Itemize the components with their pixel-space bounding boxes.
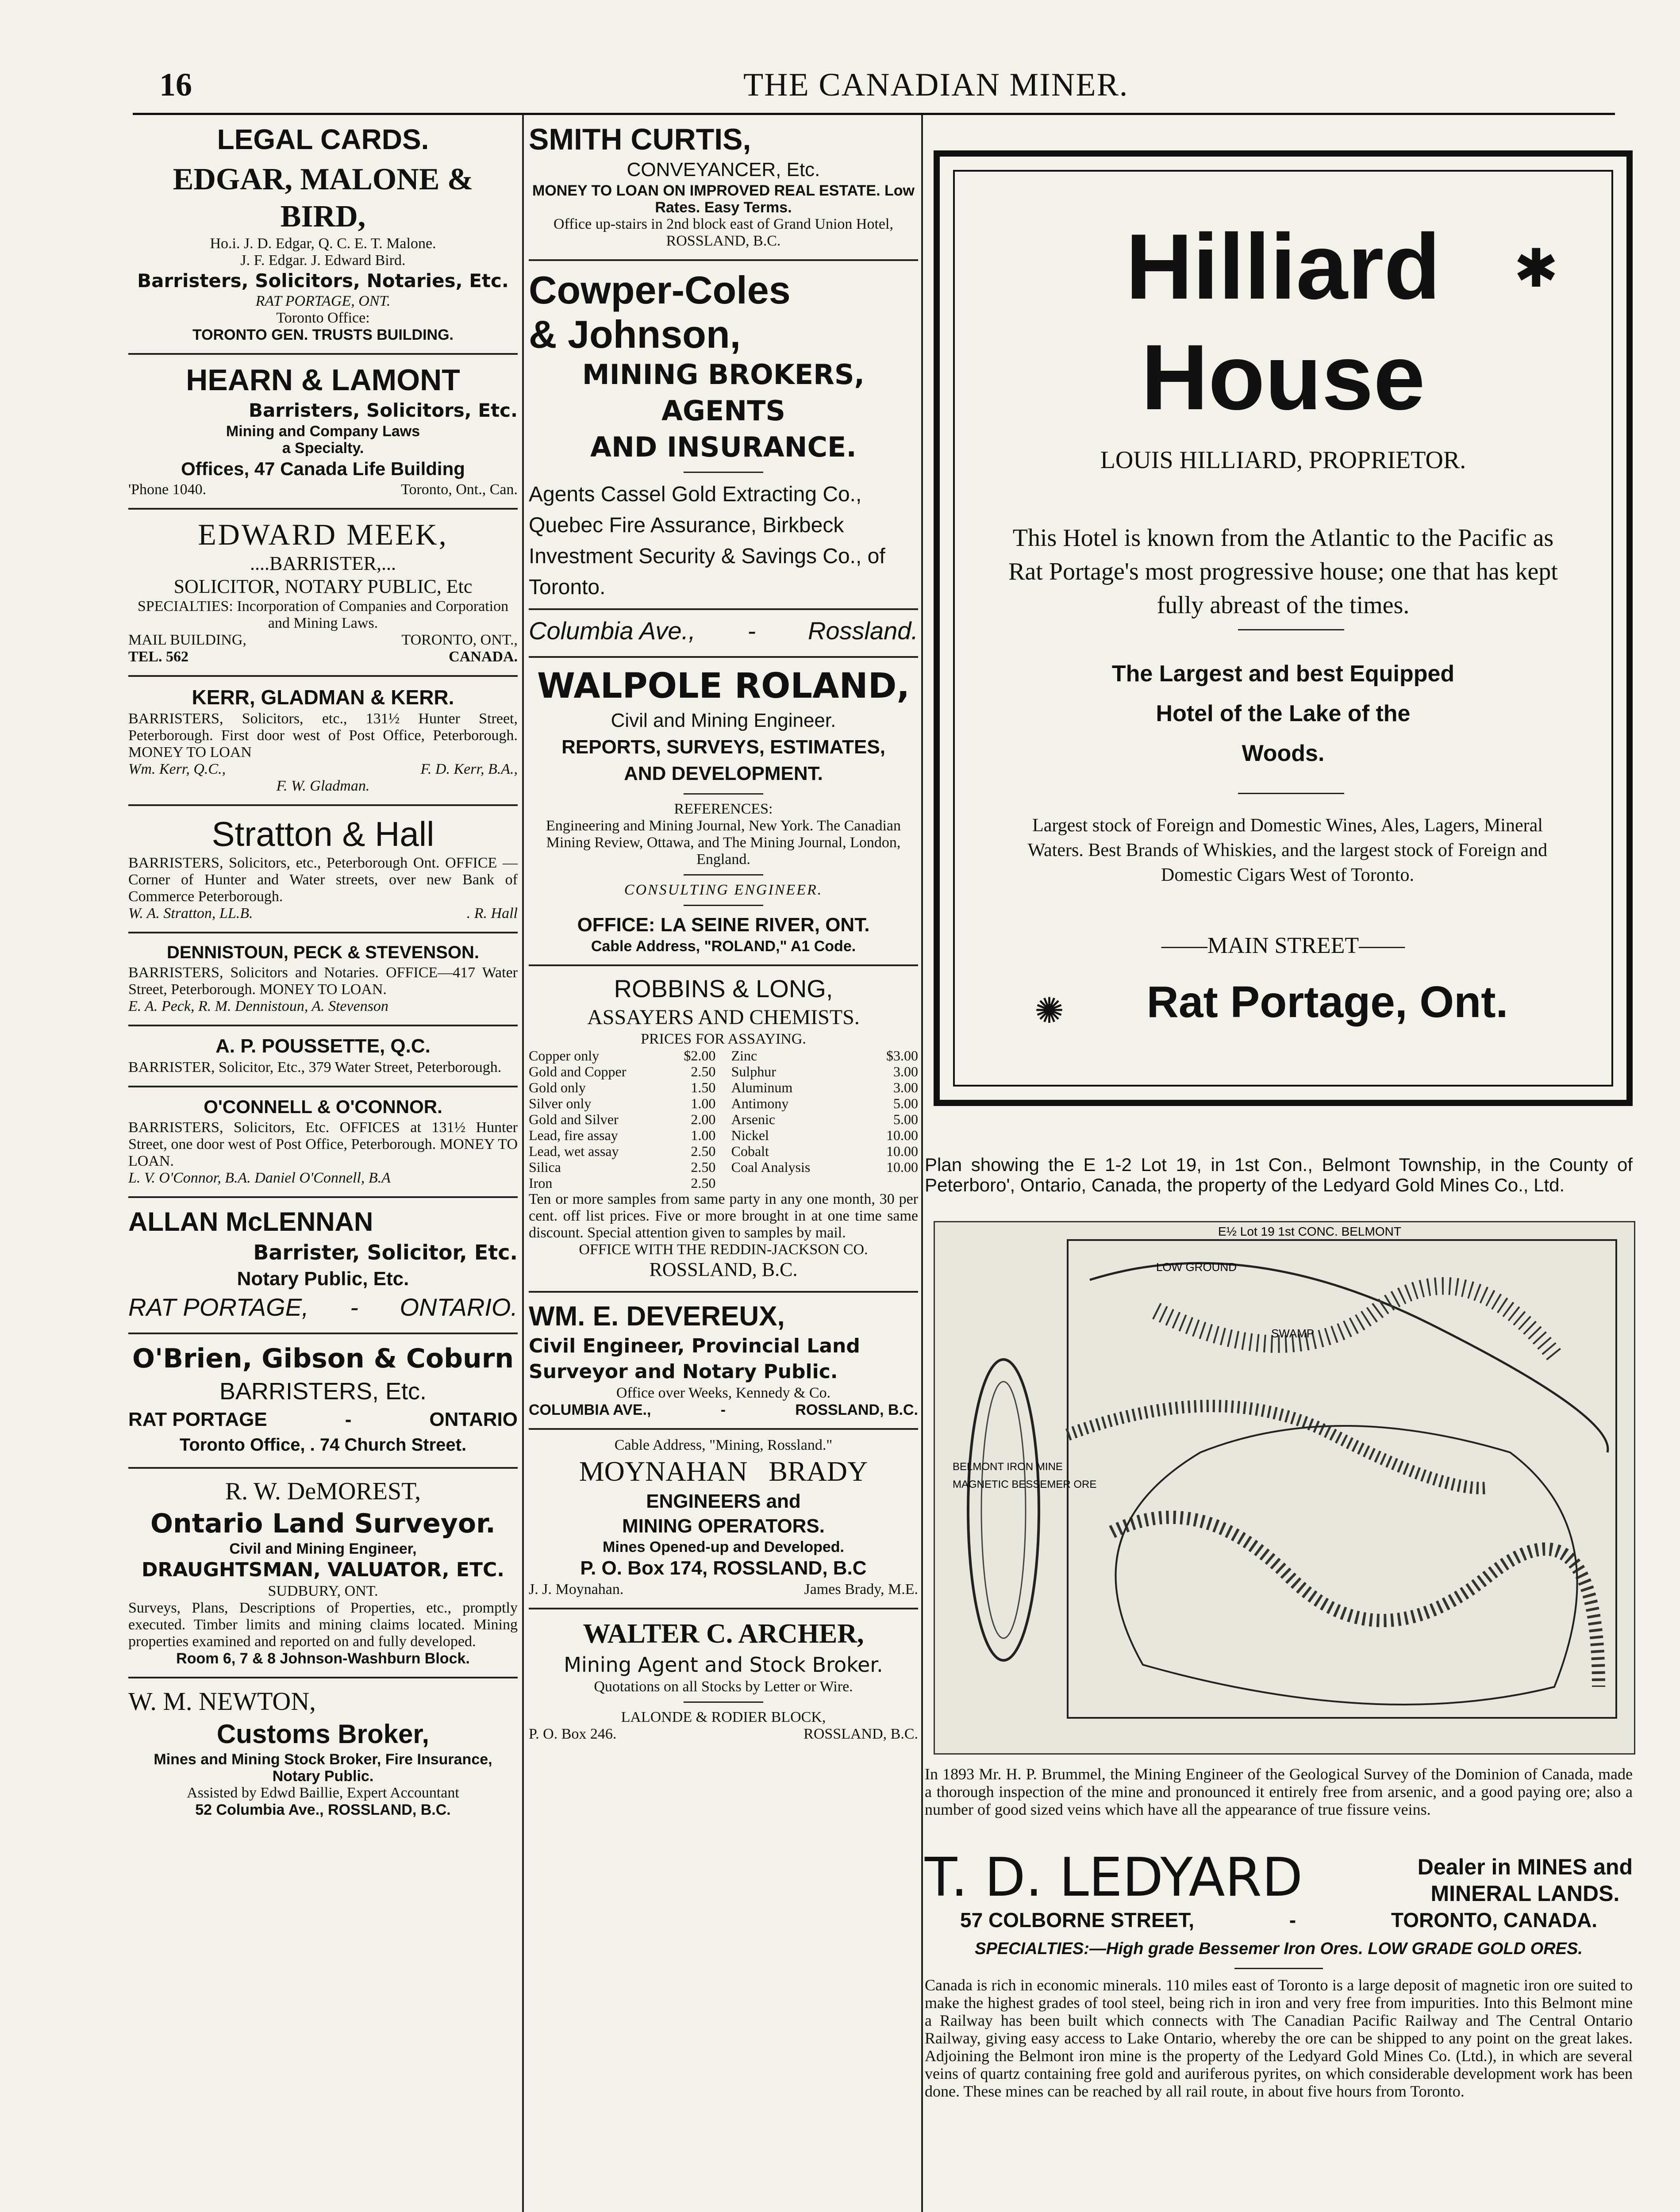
- brummel-note: In 1893 Mr. H. P. Brummel, the Mining Engineer of the Geological Survey of the Dominion of Canada, made a thorough inspection of the mine and pronounced it entirely free from arsenic, and a good paying ore; also a number of good sized veins which have all the appearance of true fissure veins.: [925, 1765, 1633, 1818]
- price-row: [529, 1095, 715, 1111]
- ad-line: Barrister, Solicitor, Etc.: [253, 1240, 518, 1264]
- feature-line: The Largest and best Equipped: [1111, 661, 1455, 687]
- short-rule: [1234, 1968, 1323, 1969]
- ad-line: Customs Broker,: [216, 1719, 430, 1749]
- ad-moynahan-brady: [529, 1435, 918, 1602]
- ad-line: COLUMBIA AVE.,: [529, 1402, 651, 1418]
- price-row: [529, 1127, 715, 1143]
- ad-walter-archer: [529, 1615, 918, 1747]
- ad-name: WALPOLE ROLAND,: [537, 666, 910, 706]
- price-item: Iron: [529, 1175, 553, 1191]
- ad-line: Civil and Mining Engineer.: [611, 710, 836, 731]
- price-item: Cobalt: [731, 1143, 769, 1159]
- ad-robbins-long: [529, 972, 918, 1286]
- short-rule: [684, 793, 763, 795]
- ad-name: DENNISTOUN, PECK & STEVENSON.: [166, 943, 480, 962]
- ad-line: Ho.i. J. D. Edgar, Q. C. E. T. Malone.: [210, 235, 436, 252]
- ad-name: ALLAN McLENNAN: [128, 1207, 373, 1237]
- price-value: 3.00: [893, 1064, 918, 1079]
- price-value: 1.50: [691, 1079, 716, 1095]
- price-item: Nickel: [731, 1127, 769, 1143]
- proprietor: LOUIS HILLIARD, PROPRIETOR.: [1100, 446, 1466, 474]
- ad-name: WM. E. DEVEREUX,: [529, 1301, 785, 1332]
- price-value: 2.00: [691, 1111, 716, 1127]
- ad-name: SMITH CURTIS,: [529, 123, 751, 156]
- ad-line: AND INSURANCE.: [590, 431, 857, 463]
- ad-line: CONSULTING ENGINEER.: [624, 882, 823, 898]
- ad-hearn-lamont: [128, 360, 518, 503]
- ad-text: BARRISTERS, Solicitors and Notaries. OFFICE—417 Water Street, Peterborough. MONEY TO LOAN.: [128, 964, 518, 998]
- page-header: [159, 62, 1633, 111]
- ad-line: E. A. Peck, R. M. Dennistoun, A. Stevenson: [128, 998, 388, 1014]
- short-rule: [684, 1701, 763, 1703]
- ore-ridge: [1112, 1517, 1599, 1687]
- ad-smith-curtis: [529, 119, 918, 254]
- separator: [128, 1467, 518, 1469]
- map-label: E½ Lot 19 1st CONC. BELMONT: [1218, 1225, 1401, 1238]
- separator: [128, 1025, 518, 1026]
- separator: [128, 353, 518, 355]
- price-row: [529, 1175, 715, 1191]
- price-value: 2.50: [691, 1143, 716, 1159]
- separator: [529, 1608, 918, 1609]
- price-row: [529, 1143, 715, 1159]
- price-item: Coal Analysis: [731, 1159, 811, 1175]
- price-row: [529, 1079, 715, 1095]
- separator: [529, 259, 918, 261]
- ad-hilliard-house: [934, 150, 1633, 1106]
- price-item: Gold and Copper: [529, 1064, 627, 1079]
- ad-allan-mclennan: [128, 1203, 518, 1327]
- ad-line: ROSSLAND, B.C.: [795, 1402, 918, 1418]
- ad-line: SOLICITOR, NOTARY PUBLIC, Etc: [173, 576, 473, 597]
- ad-name: R. W. DeMOREST,: [225, 1478, 421, 1505]
- rosette-ornament-icon: ✺: [1034, 992, 1065, 1031]
- ad-name: & Johnson,: [529, 312, 741, 356]
- price-value: 1.00: [691, 1095, 716, 1111]
- ad-line: REFERENCES:: [674, 801, 773, 817]
- ad-text: Agents Cassel Gold Extracting Co., Quebec Fire Assurance, Birkbeck Investment Security & Savings Co., of Toronto.: [529, 483, 885, 599]
- dealer-block: [1418, 1854, 1633, 1907]
- price-value: 3.00: [893, 1079, 918, 1095]
- ad-line: SPECIALTIES: Incorporation of Companies and Corporation and Mining Laws.: [137, 598, 509, 631]
- ad-line: 57 COLBORNE STREET,: [960, 1909, 1195, 1932]
- ad-walpole-roland: [529, 663, 918, 959]
- ad-line: LALONDE & RODIER BLOCK,: [621, 1709, 826, 1725]
- price-value: 2.50: [691, 1064, 716, 1079]
- ad-line: MINERAL LANDS.: [1430, 1881, 1620, 1906]
- ad-line: Ontario Land Surveyor.: [150, 1508, 496, 1539]
- railway-line: [1090, 1263, 1608, 1452]
- ad-line: Toronto Office:: [276, 310, 370, 326]
- ad-name: A. P. POUSSETTE, Q.C.: [215, 1035, 431, 1057]
- ad-line: Assisted by Edwd Baillie, Expert Accountant: [187, 1785, 459, 1801]
- short-rule: [1238, 793, 1344, 794]
- ad-stratton-hall: [128, 811, 518, 926]
- ad-line: a Specialty.: [282, 440, 364, 457]
- ad-city: Toronto, Ont., Can.: [401, 481, 518, 498]
- price-item: Aluminum: [731, 1079, 793, 1095]
- ad-text: Canada is rich in economic minerals. 110 miles east of Toronto is a large deposit of magnetic iron ore suited to make the highest grades of tool steel, being rich in iron and very free from impurities. Into this Belmont mine a Railway has been built which connects with The Canadian Pacific Railway and The Central Ontario Railway, giving easy access to Lake Ontario, whereby the ore can be shipped to any point on the great lakes. Adjoining the Belmont iron mine is the property of the Ledyard Gold Mines Co. (Ltd.), in which are several veins of quartz containing free gold and auriferous pyrites, on which considerable development work has been done. These mines can be reached by all rail route, in about five hours from Toronto.: [925, 1976, 1633, 2100]
- price-value: 2.50: [691, 1175, 716, 1191]
- ad-line: Mines Opened-up and Developed.: [603, 1539, 844, 1555]
- ad-obrien-gibson-coburn: [128, 1340, 518, 1462]
- price-list-right: [731, 1048, 918, 1191]
- ad-line: J. F. Edgar. J. Edward Bird.: [240, 252, 406, 269]
- map-caption: Plan showing the E 1-2 Lot 19, in 1st Con., Belmont Township, in the County of Peterboro', Ontario, Canada, the property of the Ledyard Gold Mines Co., Ltd.: [925, 1154, 1633, 1195]
- ad-line: Civil and Mining Engineer,: [229, 1540, 417, 1557]
- ad-line: -: [747, 617, 756, 645]
- ad-line: DRAUGHTSMAN, VALUATOR, ETC.: [142, 1559, 504, 1581]
- hotel-town: Rat Portage, Ont.: [1146, 977, 1508, 1027]
- feature-line: Woods.: [1242, 741, 1325, 766]
- price-row: [731, 1095, 918, 1111]
- ad-line: -: [350, 1293, 358, 1321]
- ad-text: Surveys, Plans, Descriptions of Properties, etc., promptly executed. Timber limits and mining claims located. Mining properties examined and reported on and fully developed.: [128, 1600, 518, 1650]
- ad-line: . R. Hall: [466, 905, 518, 922]
- ad-line: BARRISTERS, Etc.: [219, 1378, 427, 1405]
- separator: [529, 656, 918, 658]
- ad-name: T. D. LEDYARD: [925, 1847, 1303, 1909]
- ad-line: P. O. Box 246.: [529, 1726, 617, 1742]
- ad-line: Cable Address, "Mining, Rossland.": [614, 1437, 833, 1453]
- separator: [529, 608, 918, 610]
- ad-name: MOYNAHAN BRADY: [579, 1455, 868, 1487]
- ad-line: F. W. Gladman.: [276, 778, 370, 794]
- price-table: [529, 1048, 918, 1191]
- ledyard-property-map: [934, 1221, 1635, 1755]
- separator: [529, 1428, 918, 1430]
- price-row: [731, 1159, 918, 1175]
- ad-edward-meek: [128, 515, 518, 670]
- price-row: [731, 1111, 918, 1127]
- ad-name: W. M. NEWTON,: [128, 1687, 316, 1716]
- ad-line: TEL. 562: [128, 649, 189, 665]
- price-row: [529, 1064, 715, 1079]
- ad-line: Offices, 47 Canada Life Building: [181, 458, 465, 479]
- ad-demorest: [128, 1474, 518, 1671]
- price-item: Silver only: [529, 1095, 592, 1111]
- ad-line: Mining and Company Laws: [226, 423, 420, 440]
- ad-line: CANADA.: [449, 649, 518, 665]
- ad-devereux: [529, 1298, 918, 1423]
- short-rule: [1238, 629, 1344, 630]
- short-rule: [684, 472, 763, 473]
- separator: [128, 1677, 518, 1678]
- separator: [128, 1086, 518, 1087]
- ad-line: SUDBURY, ONT.: [268, 1583, 378, 1599]
- price-row: [731, 1127, 918, 1143]
- ad-poussette: [128, 1032, 518, 1080]
- ad-line: Columbia Ave.,: [529, 617, 696, 645]
- iron-mine-outline: [968, 1359, 1039, 1660]
- price-value: 10.00: [886, 1159, 918, 1175]
- ad-line: ....BARRISTER,...: [250, 553, 396, 574]
- ridge: [1068, 1406, 1488, 1488]
- ad-name: Stratton & Hall: [211, 814, 434, 853]
- hotel-title-line1: Hilliard: [1126, 215, 1441, 319]
- ad-newton: [128, 1684, 518, 1823]
- price-item: Sulphur: [731, 1064, 776, 1079]
- column-divider-1: [522, 115, 524, 2212]
- map-label: BELMONT IRON MINE: [953, 1461, 1063, 1473]
- price-item: Copper only: [529, 1048, 600, 1064]
- ad-line: Mines and Mining Stock Broker, Fire Insurance, Notary Public.: [154, 1751, 492, 1785]
- price-item: Lead, fire assay: [529, 1127, 618, 1143]
- price-item: Arsenic: [731, 1111, 776, 1127]
- publication-title: THE CANADIAN MINER.: [743, 67, 1129, 103]
- ads-column-2: [529, 119, 918, 1747]
- ad-line: MAIL BUILDING,: [128, 632, 246, 648]
- ad-name: EDGAR, MALONE & BIRD,: [173, 162, 473, 234]
- section-title: LEGAL CARDS.: [217, 123, 429, 155]
- hotel-stock: Largest stock of Foreign and Domestic Wines, Ales, Lagers, Mineral Waters. Best Brands of Whiskies, and the largest stock of Foreign and Domestic Cigars West of Toronto.: [1027, 815, 1548, 885]
- price-value: 1.00: [691, 1127, 716, 1143]
- ad-name: KERR, GLADMAN & KERR.: [192, 686, 454, 709]
- ad-line: James Brady, M.E.: [804, 1581, 918, 1598]
- road-loop: [1116, 1426, 1577, 1705]
- ad-cowper-coles-johnson: [529, 266, 918, 651]
- price-item: Silica: [529, 1159, 561, 1175]
- price-item: Zinc: [731, 1048, 757, 1064]
- ad-line: ROSSLAND, B.C.: [803, 1726, 918, 1742]
- ad-line: ONTARIO.: [400, 1293, 518, 1321]
- price-row: [529, 1048, 715, 1064]
- ad-line: -: [345, 1409, 352, 1430]
- price-item: Antimony: [731, 1095, 789, 1111]
- price-value: $2.00: [684, 1048, 716, 1064]
- legal-cards-column: [128, 119, 518, 1823]
- ad-text: BARRISTERS, Solicitors, etc., Peterborough Ont. OFFICE — Corner of Hunter and Water streets, over new Bank of Commerce Peterborough.: [128, 855, 518, 905]
- ad-text: Ten or more samples from same party in any one month, 30 per cent. off list prices. Five or more brought in at one time same discount. Special attention given to samples by mail.: [529, 1191, 918, 1241]
- ad-line: ROSSLAND, B.C.: [649, 1259, 798, 1280]
- ad-line: TORONTO, ONT.,: [401, 632, 518, 648]
- separator: [529, 964, 918, 966]
- ad-line: ONTARIO: [429, 1409, 518, 1430]
- short-rule: [684, 874, 763, 876]
- ad-dennistoun: [128, 939, 518, 1019]
- ad-line: MINING OPERATORS.: [622, 1515, 825, 1537]
- ad-line: 52 Columbia Ave., ROSSLAND, B.C.: [195, 1801, 451, 1818]
- ad-name: O'Brien, Gibson & Coburn: [132, 1343, 514, 1374]
- separator: [128, 804, 518, 806]
- ad-line: RAT PORTAGE: [128, 1409, 267, 1430]
- star-ornament-icon: ✱: [1514, 239, 1558, 298]
- ad-line: -: [720, 1402, 726, 1418]
- ad-text: Engineering and Mining Journal, New York. The Canadian Mining Review, Ottawa, and The Mining Journal, London, England.: [546, 818, 901, 868]
- ad-name: EDWARD MEEK,: [198, 518, 448, 551]
- separator: [128, 675, 518, 677]
- ad-line: W. A. Stratton, LL.B.: [128, 905, 253, 922]
- ridge: [1156, 1286, 1554, 1355]
- ad-name: O'CONNELL & O'CONNOR.: [204, 1096, 442, 1117]
- ad-line: SPECIALTIES:—High grade Bessemer Iron Ores. LOW GRADE GOLD ORES.: [975, 1939, 1583, 1958]
- ad-name: WALTER C. ARCHER,: [583, 1619, 864, 1649]
- ad-edgar-malone-bird: [128, 159, 518, 348]
- ad-text: BARRISTER, Solicitor, Etc., 379 Water Street, Peterborough.: [128, 1059, 502, 1075]
- ad-line: Room 6, 7 & 8 Johnson-Washburn Block.: [176, 1650, 470, 1667]
- price-row: [529, 1159, 715, 1175]
- ad-line: MONEY TO LOAN ON IMPROVED REAL ESTATE. Low Rates. Easy Terms.: [532, 182, 915, 216]
- ad-line: Cable Address, "ROLAND," A1 Code.: [591, 938, 856, 955]
- separator: [128, 1333, 518, 1334]
- ad-line: ENGINEERS and: [646, 1490, 801, 1512]
- price-row: [731, 1079, 918, 1095]
- map-label: SWAMP: [1271, 1327, 1315, 1340]
- price-row: [529, 1111, 715, 1127]
- short-rule: [684, 905, 763, 906]
- ad-line: L. V. O'Connor, B.A. Daniel O'Connell, B.A: [128, 1170, 391, 1186]
- separator: [128, 508, 518, 510]
- price-value: 5.00: [893, 1111, 918, 1127]
- ad-line: F. D. Kerr, B.A.,: [420, 761, 518, 777]
- ad-line: Barristers, Solicitors, Notaries, Etc.: [137, 270, 509, 292]
- price-value: 10.00: [886, 1143, 918, 1159]
- ad-line: TORONTO, CANADA.: [1391, 1909, 1597, 1932]
- separator: [529, 1291, 918, 1293]
- ad-line: ASSAYERS AND CHEMISTS.: [587, 1006, 860, 1029]
- price-item: Gold only: [529, 1079, 586, 1095]
- ad-line: Civil Engineer, Provincial Land Surveyor and Notary Public.: [529, 1335, 860, 1383]
- ad-line: TORONTO GEN. TRUSTS BUILDING.: [192, 326, 454, 343]
- price-item: Lead, wet assay: [529, 1143, 619, 1159]
- ad-line: OFFICE: LA SEINE RIVER, ONT.: [577, 914, 870, 936]
- separator: [128, 932, 518, 933]
- ad-line: PRICES FOR ASSAYING.: [641, 1031, 806, 1047]
- ad-line: Wm. Kerr, Q.C.,: [128, 761, 226, 777]
- ad-line: Notary Public, Etc.: [237, 1268, 409, 1290]
- map-drawing: [935, 1222, 1634, 1753]
- price-row: [731, 1048, 918, 1064]
- ad-line: CONVEYANCER, Etc.: [627, 159, 820, 180]
- map-label: MAGNETIC BESSEMER ORE: [953, 1479, 1097, 1490]
- header-rule: [133, 113, 1615, 115]
- page-number: 16: [159, 67, 192, 103]
- price-list-left: [529, 1048, 715, 1191]
- hotel-description: This Hotel is known from the Atlantic to the Pacific as Rat Portage's most progressive house; one that has kept fully abreast of the times.: [1008, 524, 1558, 619]
- ad-line: AND DEVELOPMENT.: [624, 763, 823, 784]
- price-value: 10.00: [886, 1127, 918, 1143]
- ad-line: Office over Weeks, Kennedy & Co.: [616, 1385, 831, 1401]
- ad-text: BARRISTERS, Solicitors, etc., 131½ Hunter Street, Peterborough. First door west of Post Office, Peterborough. MONEY TO LOAN: [128, 710, 518, 760]
- map-label: LOW GROUND: [1156, 1260, 1237, 1274]
- ad-line: J. J. Moynahan.: [529, 1581, 624, 1598]
- ad-line: Quotations on all Stocks by Letter or Wire.: [594, 1678, 853, 1695]
- price-value: 5.00: [893, 1095, 918, 1111]
- iron-mine-contour: [981, 1382, 1026, 1638]
- hotel-feature: [955, 654, 1611, 773]
- column-divider-2: [921, 115, 923, 2212]
- hilliard-inner-border: [953, 170, 1613, 1087]
- ad-line: Barristers, Solicitors, Etc.: [248, 399, 518, 421]
- ad-line: OFFICE WITH THE REDDIN-JACKSON CO.: [579, 1241, 868, 1258]
- ad-phone: 'Phone 1040.: [128, 481, 207, 498]
- ad-line: MINING BROKERS,: [582, 358, 865, 391]
- ad-line: -: [1289, 1909, 1296, 1932]
- price-row: [731, 1064, 918, 1079]
- feature-line: Hotel of the Lake of the: [1156, 701, 1411, 726]
- ad-ledyard: [925, 1849, 1633, 2100]
- ad-kerr-gladman-kerr: [128, 682, 518, 799]
- price-item: Gold and Silver: [529, 1111, 619, 1127]
- separator: [128, 1196, 518, 1198]
- ad-line: Mining Agent and Stock Broker.: [564, 1653, 883, 1677]
- ad-line: AGENTS: [661, 395, 786, 427]
- ad-line: RAT PORTAGE,: [128, 1293, 309, 1321]
- price-row: [731, 1143, 918, 1159]
- ad-line: RAT PORTAGE, ONT.: [255, 293, 391, 309]
- price-value: 2.50: [691, 1159, 716, 1175]
- ad-text: BARRISTERS, Solicitors, Etc. OFFICES at 131½ Hunter Street, one door west of Post Office, Peterborough. MONEY TO LOAN.: [128, 1119, 518, 1169]
- hotel-street: ——MAIN STREET——: [1161, 933, 1405, 958]
- ad-line: Dealer in MINES and: [1417, 1855, 1633, 1879]
- ad-name: HEARN & LAMONT: [186, 363, 460, 397]
- ad-name: ROBBINS & LONG,: [614, 975, 833, 1002]
- ad-oconnell-oconnor: [128, 1093, 518, 1191]
- ad-line: Toronto Office, . 74 Church Street.: [179, 1435, 467, 1455]
- ad-line: P. O. Box 174, ROSSLAND, B.C: [580, 1557, 867, 1579]
- ad-line: REPORTS, SURVEYS, ESTIMATES,: [561, 736, 885, 758]
- lot-boundary: [1068, 1240, 1616, 1718]
- ad-name: Cowper-Coles: [529, 268, 791, 312]
- ad-line: Rossland.: [807, 617, 918, 645]
- hotel-title-line2: House: [1141, 325, 1425, 429]
- price-value: $3.00: [886, 1048, 918, 1064]
- ad-line: Office up-stairs in 2nd block east of Grand Union Hotel, ROSSLAND, B.C.: [554, 216, 893, 249]
